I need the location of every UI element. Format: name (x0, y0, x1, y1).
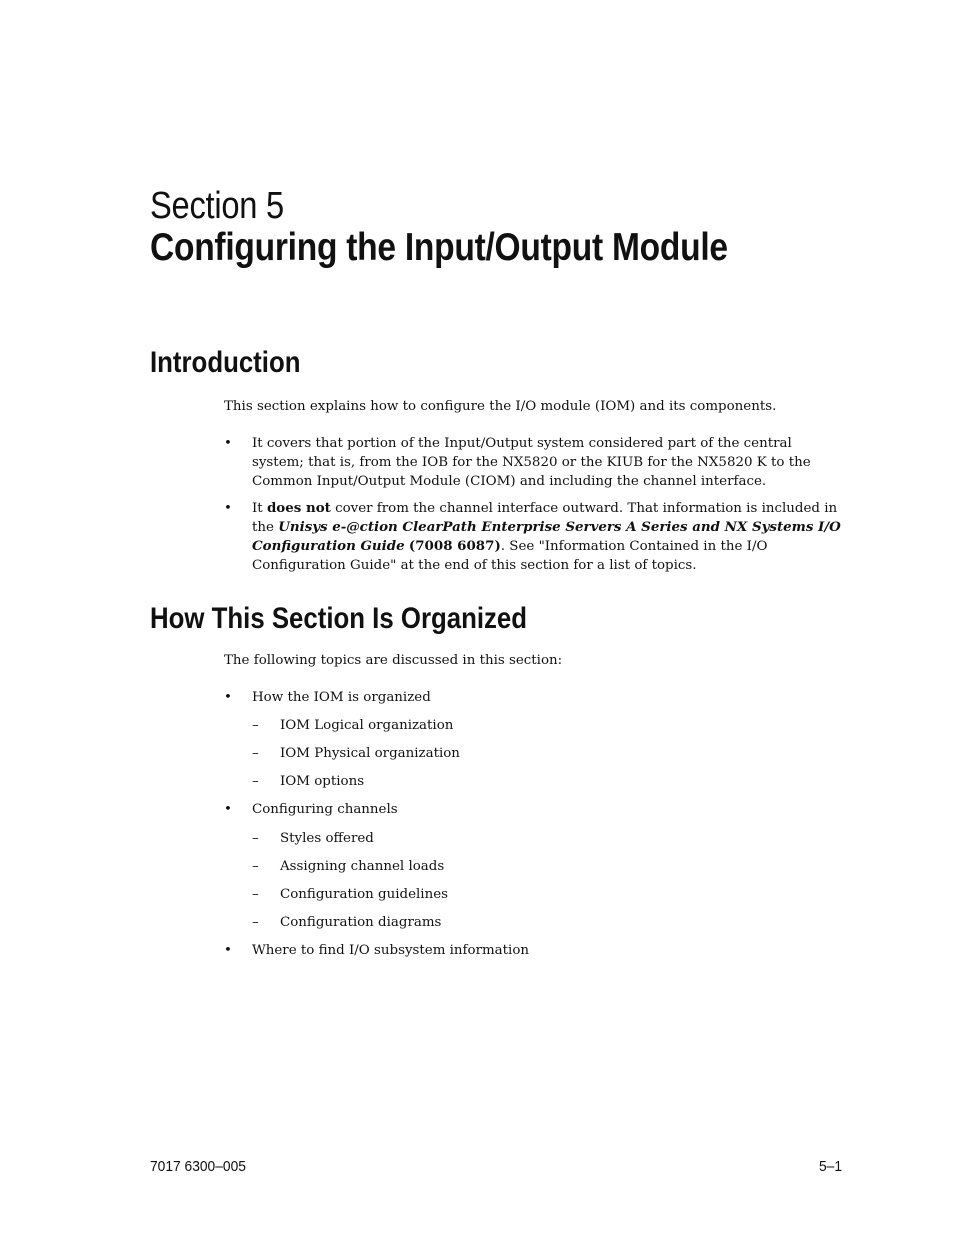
bullet-suffix: . See "Information Contained in the I/O Configuration Guide" at the end of this section for a list of topics. (252, 539, 768, 573)
bullet-symbol: • (224, 436, 232, 451)
dash-symbol: – (252, 831, 259, 846)
guide-number: (7008 6087) (408, 538, 501, 554)
guide-title: Unisys e-@ction ClearPath Enterprise Servers A Series and NX Systems I/O Configuration Guide (252, 519, 841, 554)
dash-symbol: – (252, 746, 259, 761)
bullet-symbol: • (224, 943, 232, 958)
organization-lead: The following topics are discussed in this section: (224, 653, 563, 668)
dash-symbol: – (252, 774, 259, 789)
topic-label: Where to find I/O subsystem information (252, 943, 530, 958)
topic-label: How the IOM is organized (252, 690, 431, 705)
footer-page-number: 5–1 (818, 1158, 842, 1175)
introduction-lead: This section explains how to configure the I/O module (IOM) and its components. (224, 399, 777, 414)
subtopic-label: IOM Logical organization (280, 718, 454, 733)
bullet-mid: cover from the channel interface outward. That information is included in the (252, 501, 838, 535)
dash-symbol: – (252, 718, 259, 733)
subtopic-label: Styles offered (280, 831, 374, 846)
subtopic-label: Configuration guidelines (280, 887, 449, 902)
subtopic-label: IOM Physical organization (280, 746, 460, 761)
dash-symbol: – (252, 859, 259, 874)
subtopic-label: Configuration diagrams (280, 915, 442, 930)
emphasis-does-not: does not (266, 500, 331, 516)
subtopic-label: Assigning channel loads (280, 859, 445, 874)
introduction-heading: Introduction (150, 346, 301, 379)
bullet-symbol: • (224, 501, 232, 516)
section-title: Configuring the Input/Output Module (150, 226, 728, 269)
dash-symbol: – (252, 915, 259, 930)
bullet-text (252, 499, 844, 575)
topic-label: Configuring channels (252, 802, 398, 817)
dash-symbol: – (252, 887, 259, 902)
section-label: Section 5 (150, 185, 284, 227)
footer-doc-number: 7017 6300–005 (150, 1158, 246, 1175)
bullet-symbol: • (224, 690, 232, 705)
bullet-text: It covers that portion of the Input/Output system considered part of the central system; that is, from the IOB for the NX5820 or the KIUB for the NX5820 K to the Common Input/Output Module (CIOM) and including the channel interface. (252, 436, 811, 489)
bullet-prefix: It (252, 501, 267, 516)
bullet-symbol: • (224, 802, 232, 817)
subtopic-label: IOM options (280, 774, 365, 789)
organization-heading: How This Section Is Organized (150, 602, 528, 635)
